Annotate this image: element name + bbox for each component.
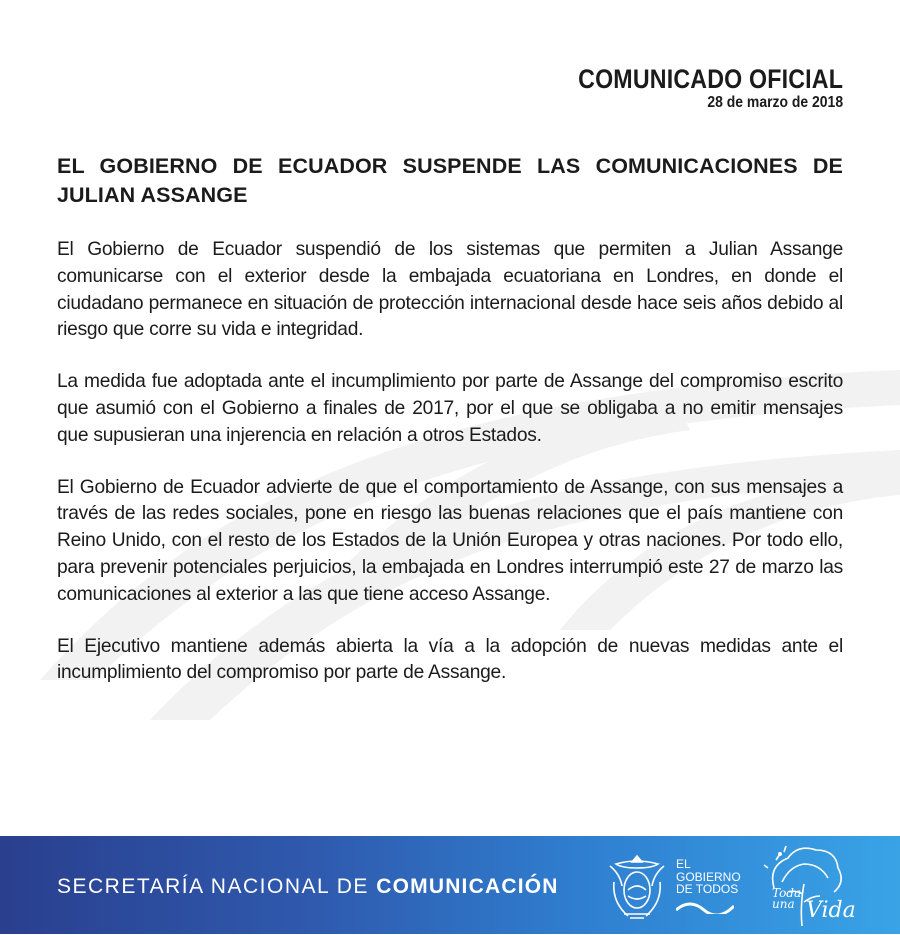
gobierno-de-todos-logo: [676, 858, 741, 914]
agency-name-bold: COMUNICACIÓN: [376, 875, 559, 898]
toda-una-vida-logo: [762, 842, 856, 930]
paragraph-4: El Ejecutivo mantiene además abierta la vía a la adopción de nuevas medidas ante el incumplimiento del compromiso por parte de Assange.: [57, 635, 843, 684]
paragraph-2: La medida fue adoptada ante el incumplimiento por parte de Assange del compromiso escrito que asumió con el Gobierno a finales de 2017, por el que se obligaba a no emitir mensajes que supusieran una injerencia en relación a otros Estados.: [57, 371, 843, 446]
tree-line-1: Toda: [772, 886, 802, 900]
ecuador-coat-of-arms-icon: [606, 852, 668, 924]
tree-line-3: Vida: [806, 898, 856, 923]
tree-text-top: [772, 888, 801, 910]
agency-name: [57, 875, 559, 899]
footer-banner: [0, 836, 900, 934]
paragraph-3: El Gobierno de Ecuador advierte de que el comportamiento de Assange, con sus mensajes a través de las redes sociales, pone en riesgo las buenas relaciones que el país mantiene con Reino Unido, con el resto de los Estados de la Unión Europea y otras naciones. Por todo ello, para prevenir potenciales perjuicios, la embajada en Londres interrumpió este 27 de marzo las comunicaciones al exterior a las que tiene acceso Assange.: [57, 476, 843, 605]
gobierno-line-3: DE TODOS: [676, 882, 739, 896]
headline: EL GOBIERNO DE ECUADOR SUSPENDE LAS COMUNICACIONES DE JULIAN ASSANGE: [57, 154, 843, 207]
agency-name-light: SECRETARÍA NACIONAL DE: [57, 875, 377, 898]
gobierno-line-1: EL: [676, 857, 691, 871]
gobierno-de-todos-wave-icon: [676, 900, 734, 914]
document-body: [57, 152, 843, 712]
document-date: 28 de marzo de 2018: [707, 94, 843, 111]
document-header: [535, 64, 843, 112]
tree-line-2: una: [772, 897, 795, 911]
paragraph-1: El Gobierno de Ecuador suspendió de los sistemas que permiten a Julian Assange comunicarse con el exterior desde la embajada ecuatoriana en Londres, en donde el ciudadano permanece en situación de protección internacional desde hace seis años debido al riesgo que corre su vida e integridad.: [57, 239, 843, 341]
document-title: COMUNICADO OFICIAL: [578, 64, 843, 94]
gobierno-line-2: GOBIERNO: [676, 869, 741, 884]
